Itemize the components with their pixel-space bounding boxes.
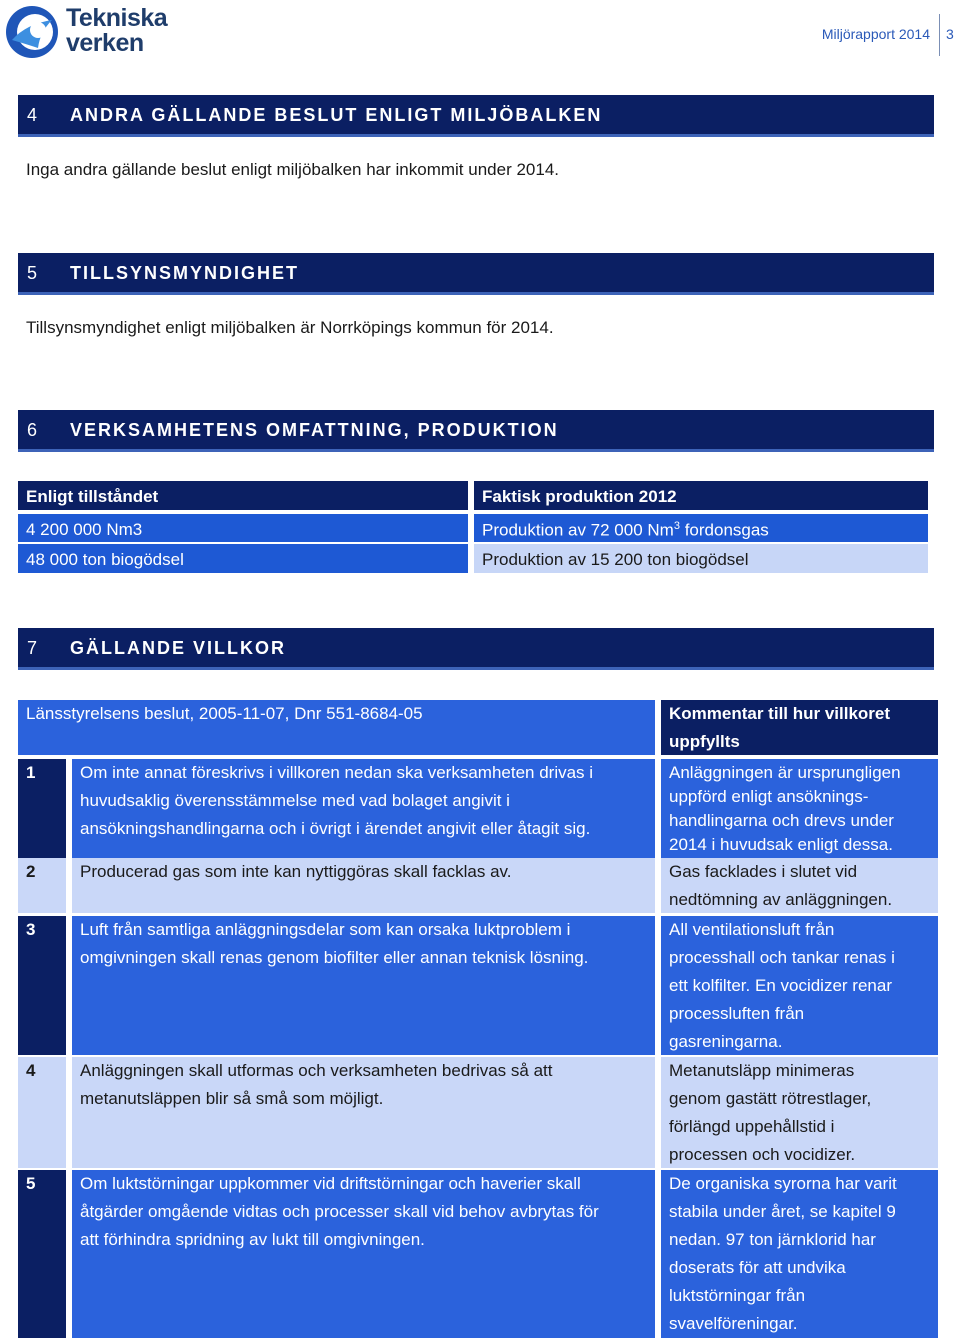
header-line: Kommentar till hur villkoret [669, 704, 891, 723]
villkor-condition [72, 759, 655, 858]
comment-line: stabila under året, se kapitel 9 [669, 1202, 896, 1221]
production-actual-fertilizer: Produktion av 15 200 ton biogödsel [474, 544, 928, 573]
comment-line: De organiska syrorna har varit [669, 1174, 897, 1193]
condition-line: Luft från samtliga anläggningsdelar som kan orsaka luktproblem i [80, 920, 571, 939]
section-5-text: Tillsynsmyndighet enligt miljöbalken är Norrköpings kommun för 2014. [26, 318, 554, 337]
villkor-header-comment [661, 700, 938, 755]
header-line: uppfyllts [669, 732, 740, 751]
logo-line-1: Tekniska [66, 4, 168, 32]
section-number: 5 [27, 263, 39, 283]
condition-line: Producerad gas som inte kan nyttiggöras skall facklas av. [80, 862, 512, 881]
villkor-condition [72, 858, 655, 913]
production-header-permit: Enligt tillståndet [18, 481, 468, 510]
condition-line: huvudsaklig överensstämmelse med vad bolaget angivit i [80, 791, 510, 810]
villkor-comment [661, 759, 938, 858]
report-title: Miljörapport 2014 [821, 26, 930, 42]
production-actual-gas-text: Produktion av 72 000 Nm [482, 520, 674, 540]
section-number: 7 [27, 638, 39, 658]
villkor-row-number: 1 [18, 759, 66, 858]
page-number: 3 [946, 26, 954, 42]
villkor-comment [661, 1057, 938, 1168]
villkor-row-number: 4 [18, 1057, 66, 1168]
section-7-header [18, 628, 934, 670]
comment-line: genom gastätt rötrestlager, [669, 1089, 872, 1108]
villkor-comment [661, 858, 938, 913]
condition-line: Om luktstörningar uppkommer vid driftstörningar och haverier skall [80, 1174, 581, 1193]
comment-line: processluften från [669, 1004, 805, 1023]
production-permit-fertilizer: 48 000 ton biogödsel [18, 544, 468, 573]
comment-line: Gas facklades i slutet vid [669, 862, 858, 881]
production-actual-gas [474, 514, 928, 542]
condition-line: åtgärder omgående vidtas och processer skall vid behov avbrytas för [80, 1202, 599, 1221]
comment-line: luktstörningar från [669, 1286, 806, 1305]
section-5-header [18, 253, 934, 295]
production-permit-gas: 4 200 000 Nm3 [18, 514, 468, 542]
superscript: 3 [673, 520, 680, 532]
header-divider [939, 14, 940, 56]
villkor-header-decision: Länsstyrelsens beslut, 2005-11-07, Dnr 551-8684-05 [18, 700, 655, 755]
villkor-row-number: 3 [18, 916, 66, 1055]
condition-line: ansökningshandlingarna och i övrigt i ärendet angivit eller åtagit sig. [80, 819, 591, 838]
comment-line: ett kolfilter. En vocidizer renar [669, 976, 892, 995]
villkor-condition [72, 1057, 655, 1168]
comment-line: svavelföreningar. [669, 1314, 798, 1333]
logo-line-2: verken [66, 29, 144, 57]
comment-line: gasreningarna. [669, 1032, 783, 1051]
condition-line: metanutsläppen blir så små som möjligt. [80, 1089, 384, 1108]
condition-line: att förhindra spridning av lukt till omgivningen. [80, 1230, 425, 1249]
comment-line: nedtömning av anläggningen. [669, 890, 893, 909]
comment-line: handlingarna och drevs under [669, 811, 894, 830]
condition-line: Anläggningen skall utformas och verksamheten bedrivas så att [80, 1061, 553, 1080]
villkor-row-number: 5 [18, 1170, 66, 1338]
villkor-condition [72, 1170, 655, 1338]
condition-line: omgivningen skall renas genom biofilter eller annan teknisk lösning. [80, 948, 589, 967]
villkor-condition [72, 916, 655, 1055]
section-6-header [18, 410, 934, 452]
comment-line: uppförd enligt ansöknings- [669, 787, 869, 806]
comment-line: All ventilationsluft från [669, 920, 835, 939]
comment-line: processen och vocidizer. [669, 1145, 856, 1164]
section-title: VERKSAMHETENS OMFATTNING, PRODUKTION [70, 420, 559, 440]
tekniska-verken-logo-icon [2, 4, 64, 60]
villkor-comment [661, 916, 938, 1055]
comment-line: Metanutsläpp minimeras [669, 1061, 855, 1080]
section-title: GÄLLANDE VILLKOR [70, 638, 286, 658]
section-number: 6 [27, 420, 39, 440]
production-actual-gas-suffix: fordonsgas [679, 520, 769, 540]
comment-line: 2014 i huvudsak enligt dessa. [669, 835, 893, 854]
section-4-text: Inga andra gällande beslut enligt miljöbalken har inkommit under 2014. [26, 160, 560, 179]
comment-line: processhall och tankar renas i [669, 948, 895, 967]
comment-line: nedan. 97 ton järnklorid har [669, 1230, 876, 1249]
section-number: 4 [27, 105, 39, 125]
section-title: TILLSYNSMYNDIGHET [70, 263, 300, 283]
villkor-row-number: 2 [18, 858, 66, 913]
comment-line: Anläggningen är ursprungligen [669, 763, 901, 782]
production-header-actual: Faktisk produktion 2012 [474, 481, 928, 510]
condition-line: Om inte annat föreskrivs i villkoren nedan ska verksamheten drivas i [80, 763, 594, 782]
comment-line: förlängd uppehållstid i [669, 1117, 835, 1136]
comment-line: doserats för att undvika [669, 1258, 846, 1277]
villkor-comment [661, 1170, 938, 1338]
section-title: ANDRA GÄLLANDE BESLUT ENLIGT MILJÖBALKEN [70, 105, 603, 125]
section-4-header [18, 95, 934, 137]
logo-wordmark [66, 6, 167, 56]
